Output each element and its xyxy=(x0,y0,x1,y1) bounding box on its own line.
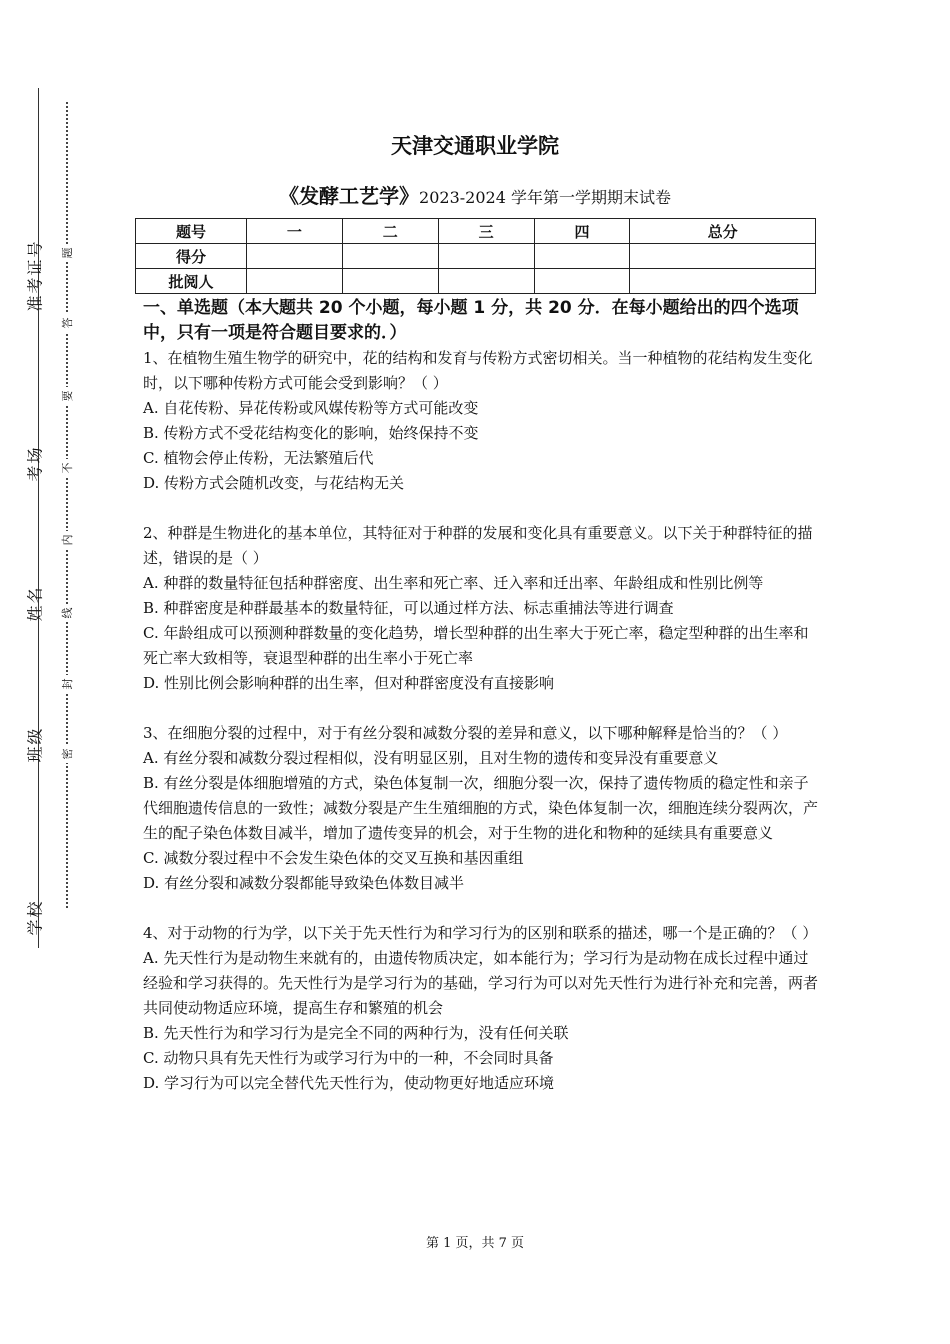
score-cell[interactable] xyxy=(342,244,438,269)
option-d: D. 性别比例会影响种群的出生率，但对种群密度没有直接影响 xyxy=(143,674,555,692)
option-a: A. 种群的数量特征包括种群密度、出生率和死亡率、迁入率和迁出率、年龄组成和性别比例等 xyxy=(143,574,764,592)
seal-char: 封 xyxy=(59,675,75,693)
score-row xyxy=(136,244,816,269)
row-label: 得分 xyxy=(136,244,247,269)
grader-cell[interactable] xyxy=(342,269,438,294)
option-b: B. 有丝分裂是体细胞增殖的方式，染色体复制一次，细胞分裂一次，保持了遗传物质的稳定性和亲子代细胞遗传信息的一致性；减数分裂是产生生殖细胞的方式，染色体复制一次，细胞连续分裂两次，产生的配子染色体数目减半，增加了遗传变异的机会，对于生物的进化和物种的延续具有重要意义 xyxy=(143,774,819,842)
option-c: C. 动物只具有先天性行为或学习行为中的一种，不会同时具备 xyxy=(143,1049,554,1067)
score-table-header-row xyxy=(136,219,816,244)
option-b: B. 种群密度是种群最基本的数量特征，可以通过样方法、标志重捕法等进行调查 xyxy=(143,599,674,617)
exam-content xyxy=(143,296,818,1096)
binding-line xyxy=(38,88,39,948)
question-stem: 1、在植物生殖生物学的研究中，花的结构和发育与传粉方式密切相关。当一种植物的花结构发生变化时，以下哪种传粉方式可能会受到影响？（ ） xyxy=(143,349,813,392)
school-label: 学校 xyxy=(25,899,45,936)
grader-cell[interactable] xyxy=(630,269,816,294)
question-4 xyxy=(143,921,818,1096)
option-c: C. 减数分裂过程中不会发生染色体的交叉互换和基因重组 xyxy=(143,849,524,867)
option-d: D. 有丝分裂和减数分裂都能导致染色体数目减半 xyxy=(143,874,465,892)
header-cell: 四 xyxy=(534,219,630,244)
seal-char: 不 xyxy=(59,459,75,477)
seal-char: 要 xyxy=(59,387,75,405)
question-1 xyxy=(143,346,818,496)
option-a: A. 有丝分裂和减数分裂过程相似，没有明显区别，且对生物的遗传和变异没有重要意义 xyxy=(143,749,719,767)
question-3 xyxy=(143,721,818,896)
seal-char: 内 xyxy=(59,531,75,549)
question-2 xyxy=(143,521,818,696)
score-cell[interactable] xyxy=(630,244,816,269)
course-name: 《发酵工艺学》 xyxy=(279,184,420,208)
section-title: 一、单选题（本大题共 20 个小题，每小题 1 分，共 20 分．在每小题给出的四个选项中，只有一项是符合题目要求的．） xyxy=(143,298,799,343)
page-number: 第 1 页，共 7 页 xyxy=(425,1236,525,1251)
question-stem: 2、种群是生物进化的基本单位，其特征对于种群的发展和变化具有重要意义。以下关于种群特征的描述，错误的是（ ） xyxy=(143,524,813,567)
score-cell[interactable] xyxy=(247,244,343,269)
option-d: D. 学习行为可以完全替代先天性行为，使动物更好地适应环境 xyxy=(143,1074,555,1092)
term-text: 2023-2024 学年第一学期期末试卷 xyxy=(419,188,671,207)
seal-char: 线 xyxy=(59,604,75,622)
exam-number-label: 准考证号 xyxy=(25,239,45,312)
row-label: 批阅人 xyxy=(136,269,247,294)
score-table xyxy=(135,218,816,294)
option-b: B. 先天性行为和学习行为是完全不同的两种行为，没有任何关联 xyxy=(143,1024,569,1042)
option-c: C. 植物会停止传粉，无法繁殖后代 xyxy=(143,449,374,467)
grader-cell[interactable] xyxy=(534,269,630,294)
option-c: C. 年龄组成可以预测种群数量的变化趋势，增长型种群的出生率大于死亡率，稳定型种群的出生率和死亡率大致相等，衰退型种群的出生率小于死亡率 xyxy=(143,624,809,667)
seal-char: 答 xyxy=(59,314,75,332)
score-cell[interactable] xyxy=(438,244,534,269)
grader-cell[interactable] xyxy=(247,269,343,294)
header-cell: 题号 xyxy=(136,219,247,244)
option-a: A. 先天性行为是动物生来就有的，由遗传物质决定，如本能行为；学习行为是动物在成长过程中通过经验和学习获得的。先天性行为是学习行为的基础，学习行为可以对先天性行为进行补充和完善，两者共同使动物适应环境，提高生存和繁殖的机会 xyxy=(143,949,819,1017)
seal-char: 密 xyxy=(59,745,75,763)
class-label: 班级 xyxy=(25,726,45,763)
seal-dotted-line xyxy=(66,102,68,908)
option-b: B. 传粉方式不受花结构变化的影响，始终保持不变 xyxy=(143,424,479,442)
seal-char: 题 xyxy=(59,244,75,262)
school-title: 天津交通职业学院 xyxy=(391,134,559,158)
grader-row xyxy=(136,269,816,294)
option-a: A. 自花传粉、异花传粉或风媒传粉等方式可能改变 xyxy=(143,399,479,417)
exam-subtitle xyxy=(0,180,950,209)
header-cell: 二 xyxy=(342,219,438,244)
name-label: 姓名 xyxy=(25,585,45,622)
header-cell: 一 xyxy=(247,219,343,244)
exam-room-label: 考场 xyxy=(25,445,45,482)
header-cell: 三 xyxy=(438,219,534,244)
question-stem: 3、在细胞分裂的过程中，对于有丝分裂和减数分裂的差异和意义，以下哪种解释是恰当的？（ ） xyxy=(143,724,788,742)
question-stem: 4、对于动物的行为学，以下关于先天性行为和学习行为的区别和联系的描述，哪一个是正确的？（ ） xyxy=(143,924,818,942)
grader-cell[interactable] xyxy=(438,269,534,294)
score-cell[interactable] xyxy=(534,244,630,269)
option-d: D. 传粉方式会随机改变，与花结构无关 xyxy=(143,474,405,492)
header-cell: 总分 xyxy=(630,219,816,244)
